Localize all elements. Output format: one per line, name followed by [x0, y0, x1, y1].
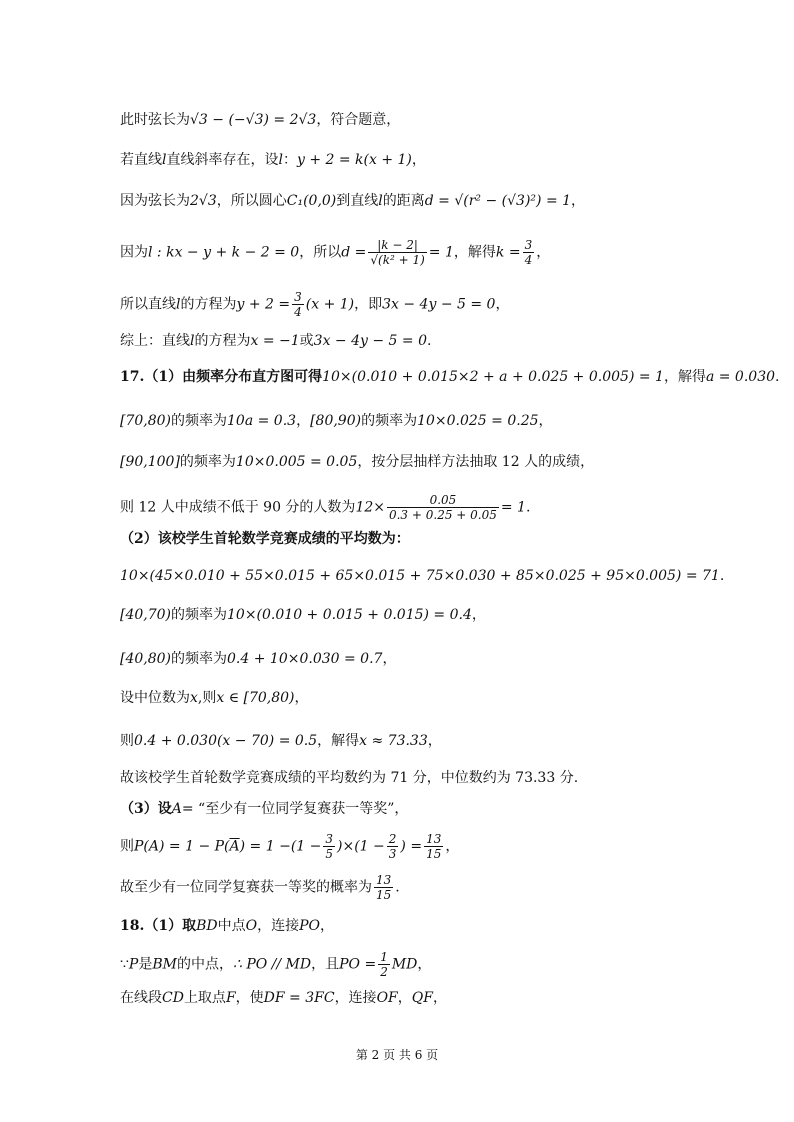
text: ，解得	[317, 733, 360, 749]
text-line-20	[120, 873, 400, 902]
denominator: √(k² + 1)	[370, 253, 425, 267]
text-line-4	[120, 238, 550, 267]
fraction-distance	[368, 238, 426, 267]
numerator: 13	[376, 873, 392, 887]
text: 中点	[217, 918, 246, 934]
math: 10×(0.010 + 0.015 + 0.015) = 0.4	[227, 607, 472, 623]
text: ，	[397, 990, 412, 1006]
text-line-3	[120, 191, 585, 211]
math: ∴ PO // MD	[232, 956, 312, 973]
math-var: l	[278, 152, 283, 168]
math: a = 0.030	[705, 369, 776, 385]
numerator: 3	[524, 238, 533, 252]
text: .	[395, 879, 400, 896]
math-complement: $\overline{A}$	[229, 838, 240, 855]
fraction	[374, 873, 393, 902]
text: .	[426, 333, 432, 349]
text: ，所以	[299, 244, 342, 261]
text-line-6	[120, 331, 431, 351]
math: k =	[495, 244, 521, 261]
text: 直线斜率存在，设	[166, 152, 279, 168]
question-18-part-1: 18.（1）取	[120, 918, 197, 934]
text: ，	[536, 244, 551, 261]
text: 的方程为	[180, 296, 237, 313]
text: ，所以圆心	[216, 193, 287, 209]
text: ，	[495, 296, 510, 313]
math: (x + 1)	[305, 296, 355, 313]
text: ，解得	[453, 244, 496, 261]
math: 10×0.005 = 0.05	[235, 454, 358, 470]
numerator: 1	[380, 950, 388, 964]
question-17-part-1: 17.（1）由频率分布直方图可得	[120, 369, 323, 385]
math-var: l	[162, 152, 167, 168]
text: 若直线	[120, 152, 162, 168]
math: MD	[391, 956, 418, 973]
text-line-7	[120, 367, 779, 387]
text: 的方程为	[194, 333, 251, 349]
denominator: 4	[294, 305, 302, 319]
text: ，	[320, 918, 335, 934]
fraction	[378, 950, 390, 979]
text: 在线段	[120, 990, 162, 1006]
text: 故该校学生首轮数学竞赛成绩的平均数约为 71 分，中位数约为 73.33 分.	[120, 770, 579, 786]
numerator: 3	[294, 290, 302, 304]
text: ，	[296, 413, 311, 429]
text: 则 12 人中成绩不低于 90 分的人数为	[120, 499, 356, 516]
text: .	[775, 369, 780, 385]
math: 10×0.025 = 0.25	[417, 413, 539, 429]
text-line-13	[120, 605, 486, 625]
text-line-8	[120, 411, 553, 431]
math: ) = 1 −	[239, 838, 291, 855]
math: x = −1	[250, 333, 300, 349]
math-line-l: l : kx − y + k − 2 = 0	[148, 244, 300, 261]
text: ，按分层抽样方法抽取 12 人的成绩，	[357, 454, 595, 470]
text: 的中点，	[176, 956, 233, 973]
denominator: 0.3 + 0.25 + 0.05	[388, 508, 497, 522]
fraction	[387, 493, 499, 522]
fraction-k	[523, 238, 535, 267]
text: ,则	[197, 690, 217, 706]
text: ，即	[354, 296, 383, 313]
question-17-part-2: （2）该校学生首轮数学竞赛成绩的平均数为：	[120, 531, 410, 547]
text-line-2	[120, 150, 426, 170]
text: 综上：直线	[120, 333, 190, 349]
text: 的频率为	[171, 651, 228, 667]
text: 因为弦长为	[120, 193, 190, 209]
question-17-part-3: （3）设	[120, 801, 172, 817]
math-line-equation: y + 2 = k(x + 1)	[296, 152, 412, 168]
text: 的频率为	[171, 413, 228, 429]
numerator: |k − 2|	[368, 238, 426, 253]
denominator: 4	[524, 253, 533, 267]
math-center: C₁(0,0)	[286, 193, 337, 209]
text: ，	[432, 990, 447, 1006]
math-var: A	[171, 801, 182, 817]
math: 0.4 + 10×0.030 = 0.7	[227, 651, 383, 667]
text: ，连接	[257, 918, 300, 934]
math: P	[128, 956, 139, 973]
text: = “至少有一位同学复赛获一等奖”，	[181, 801, 409, 817]
text: 故至少有一位同学复赛获一等奖的概率为	[120, 879, 372, 896]
math-var: l	[378, 193, 383, 209]
math: 0.4 + 0.030(x − 70) = 0.5	[134, 733, 318, 749]
text: 的距离	[382, 193, 425, 209]
text: 此时弦长为	[120, 112, 190, 128]
text: ，	[382, 651, 397, 667]
fraction	[323, 832, 335, 861]
text: 上取点	[183, 990, 226, 1006]
text-line-19	[120, 832, 459, 861]
math: x ∈ [70,80)	[216, 690, 295, 706]
text: ，符合题意，	[316, 112, 401, 128]
denominator: 5	[325, 847, 334, 861]
math: BD	[196, 918, 218, 934]
text-line-5	[120, 290, 509, 319]
text-line-18	[120, 799, 408, 819]
text: 或	[299, 333, 314, 349]
math: = 1	[428, 244, 454, 261]
text: ，	[411, 152, 426, 168]
math: d =	[341, 244, 367, 261]
text-line-12	[120, 566, 724, 586]
text: ，解得	[663, 369, 706, 385]
text: ∵	[120, 956, 129, 973]
numerator: 13	[426, 832, 442, 846]
text-line-14	[120, 649, 396, 669]
math: 10×(0.010 + 0.015×2 + a + 0.025 + 0.005) = 1	[322, 369, 664, 385]
math-interval: [80,90)	[310, 413, 362, 429]
math: 3x − 4y − 5 = 0	[313, 333, 427, 349]
text: ，	[571, 193, 586, 209]
math: y + 2 =	[236, 296, 291, 313]
text: 则	[120, 733, 134, 749]
math: QF	[411, 990, 433, 1006]
text: 到直线	[336, 193, 379, 209]
math-interval: [70,80)	[120, 413, 172, 429]
math: ) =	[400, 838, 423, 855]
math: x ≈ 73.33	[359, 733, 428, 749]
numerator: 2	[388, 832, 397, 846]
text: ，	[417, 956, 432, 973]
text: .	[525, 499, 531, 516]
math: = 1	[500, 499, 526, 516]
math-line-equation: 3x − 4y − 5 = 0	[382, 296, 496, 313]
text: ，	[471, 607, 486, 623]
denominator: 3	[388, 847, 397, 861]
math-interval: [90,100]	[120, 454, 180, 470]
text: 的频率为	[171, 607, 228, 623]
text: ，连接	[334, 990, 377, 1006]
numerator: 0.05	[387, 493, 499, 508]
math: O	[245, 918, 258, 934]
math: (1 −	[290, 838, 322, 855]
math: 10a = 0.3	[227, 413, 297, 429]
denominator: 15	[426, 847, 442, 861]
math: F	[225, 990, 236, 1006]
math-mean: 10×(45×0.010 + 55×0.015 + 65×0.015 + 75×0.030 + 85×0.025 + 95×0.005) = 71	[120, 568, 720, 584]
text-line-22	[120, 950, 431, 979]
math-var: x	[190, 690, 198, 706]
text-line-11	[120, 529, 410, 549]
fraction	[292, 290, 304, 319]
text: ，	[294, 690, 309, 706]
math: BM	[152, 956, 177, 973]
math: PO =	[339, 956, 377, 973]
text: 所以直线	[120, 296, 176, 313]
math: CD	[162, 990, 184, 1006]
text-line-21	[120, 916, 334, 936]
text: 因为	[120, 244, 148, 261]
text: ：	[282, 152, 297, 168]
math: DF = 3FC	[263, 990, 335, 1006]
text: 则	[120, 838, 134, 855]
math-distance: d = √(r² − (√3)²) = 1	[424, 193, 572, 209]
text-line-1	[120, 110, 400, 130]
text: 是	[138, 956, 153, 973]
fraction	[387, 832, 399, 861]
text: ，且	[311, 956, 340, 973]
math-var: l	[190, 333, 195, 349]
math: OF	[376, 990, 398, 1006]
page-footer: 第 2 页 共 6 页	[355, 1048, 439, 1062]
math: 2√3	[190, 193, 217, 209]
text: ，使	[235, 990, 264, 1006]
text-line-15	[120, 688, 309, 708]
text: ，	[538, 413, 553, 429]
text-line-9	[120, 452, 594, 472]
math-var: l	[176, 296, 181, 313]
math: 12×	[355, 499, 385, 516]
math-chord-length: √3 − (−√3) = 2√3	[190, 112, 317, 128]
text: 的频率为	[179, 454, 236, 470]
text: ，	[427, 733, 442, 749]
math-interval: [40,70)	[120, 607, 172, 623]
math-interval: [40,80)	[120, 651, 172, 667]
text-line-23	[120, 988, 447, 1008]
text: 设中位数为	[120, 690, 190, 706]
math: P(A) = 1 − P(	[134, 838, 230, 855]
text: ，	[445, 838, 460, 855]
math: PO	[299, 918, 321, 934]
text-line-10	[120, 493, 530, 522]
text-line-16	[120, 731, 442, 751]
numerator: 3	[325, 832, 334, 846]
text-line-17	[120, 768, 578, 788]
denominator: 2	[380, 965, 388, 979]
fraction	[424, 832, 443, 861]
math: )×(1 −	[337, 838, 385, 855]
text: .	[719, 568, 725, 584]
text: 的频率为	[361, 413, 418, 429]
denominator: 15	[376, 888, 392, 902]
